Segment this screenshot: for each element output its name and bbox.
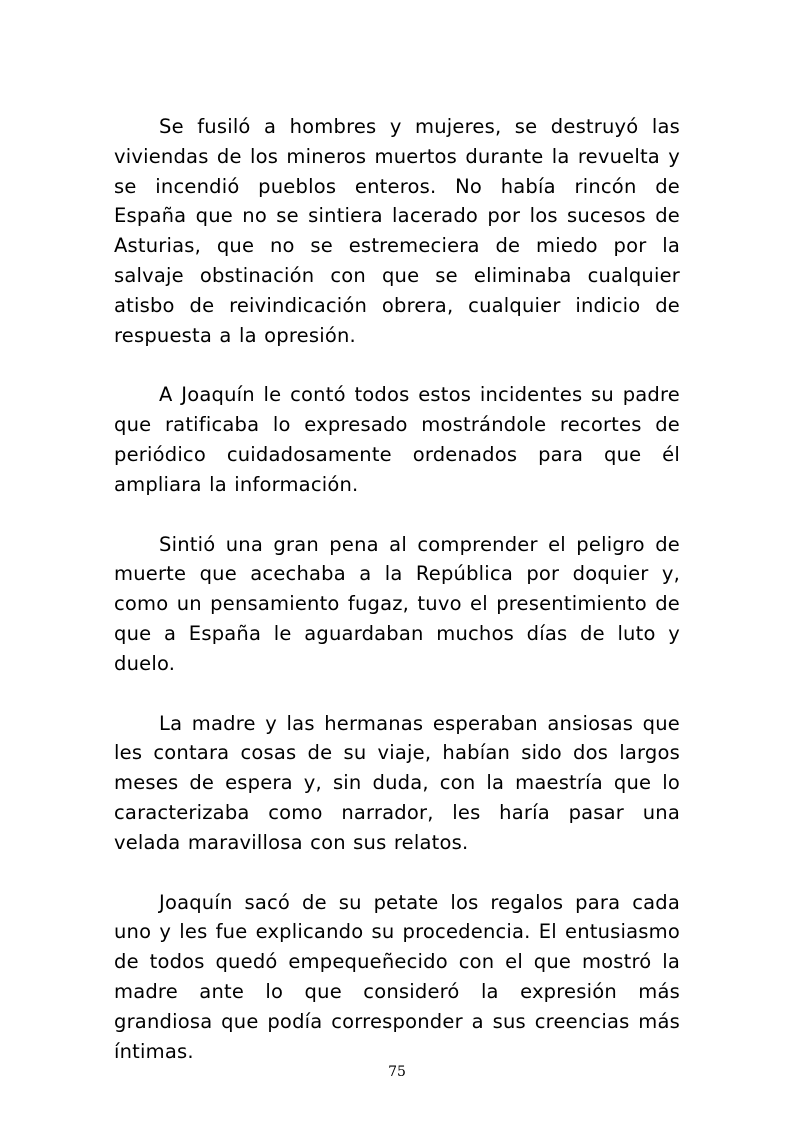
body-text — [114, 112, 680, 1096]
paragraph: La madre y las hermanas esperaban ansiosas que les contara cosas de su viaje, habían sido dos largos meses de espera y, sin duda, con la maestría que lo caracterizaba como narrador, les haría pasar una velada maravillosa con sus relatos. — [114, 711, 680, 854]
paragraph: A Joaquín le contó todos estos incidentes su padre que ratificaba lo expresado mostrándole recortes de periódico cuidadosamente ordenados para que él ampliara la información. — [114, 383, 680, 496]
paragraph: Joaquín sacó de su petate los regalos para cada uno y les fue explicando su procedencia. El entusiasmo de todos quedó empequeñecido con el que mostró la madre ante lo que consideró la expresión más grandiosa que podía corresponder a sus creencias más íntimas. — [114, 890, 680, 1063]
page-number: 75 — [388, 1064, 406, 1080]
paragraph: Se fusiló a hombres y mujeres, se destruyó las viviendas de los mineros muertos durante la revuelta y se incendió pueblos enteros. No había rincón de España que no se sintiera lacerado por los sucesos de Asturias, que no se estremeciera de miedo por la salvaje obstinación con que se eliminaba cualquier atisbo de reivindicación obrera, cualquier indicio de respuesta a la opresión. — [114, 115, 680, 347]
paragraph: Sintió una gran pena al comprender el peligro de muerte que acechaba a la República por doquier y, como un pensamiento fugaz, tuvo el presentimiento de que a España le aguardaban muchos días de luto y duelo. — [114, 532, 680, 675]
